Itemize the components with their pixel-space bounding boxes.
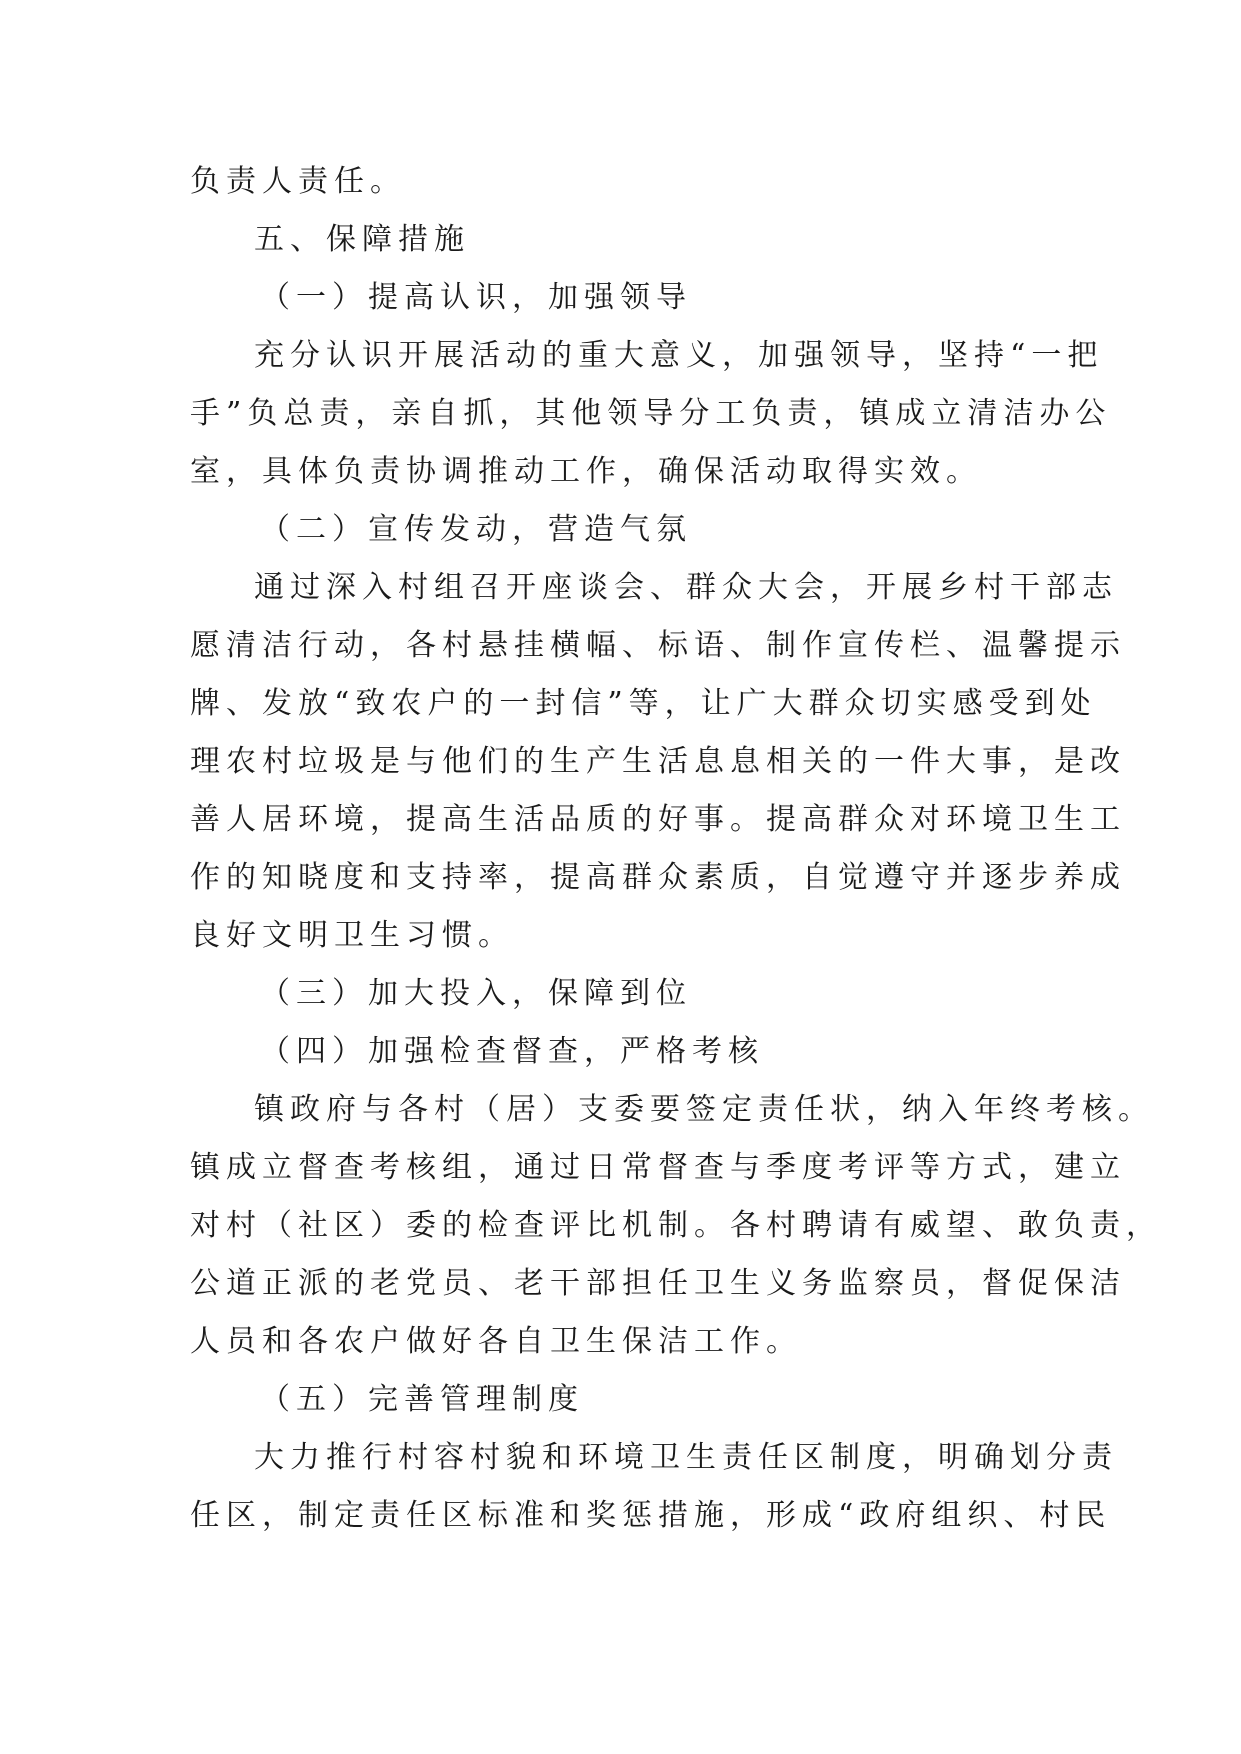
section-subheading: （五）完善管理制度 xyxy=(260,1382,584,1417)
paragraph-line: 镇政府与各村（居）支委要签定责任状，纳入年终考核。 xyxy=(254,1092,1154,1127)
paragraph-line: 善人居环境，提高生活品质的好事。提高群众对环境卫生工 xyxy=(190,802,1126,837)
paragraph-line: 充分认识开展活动的重大意义，加强领导，坚持“一把 xyxy=(254,338,1104,373)
paragraph-line: 公道正派的老党员、老干部担任卫生义务监察员，督促保洁 xyxy=(190,1266,1126,1301)
section-heading: 五、保障措施 xyxy=(254,222,470,257)
paragraph-line: 对村（社区）委的检查评比机制。各村聘请有威望、敢负责， xyxy=(190,1208,1162,1243)
section-subheading: （二）宣传发动，营造气氛 xyxy=(260,512,692,547)
section-subheading: （四）加强检查督查，严格考核 xyxy=(260,1034,764,1069)
paragraph-line: 愿清洁行动，各村悬挂横幅、标语、制作宣传栏、温馨提示 xyxy=(190,628,1126,663)
paragraph-line: 镇成立督查考核组，通过日常督查与季度考评等方式，建立 xyxy=(190,1150,1126,1185)
paragraph-line: 手”负总责，亲自抓，其他领导分工负责，镇成立清洁办公 xyxy=(190,396,1112,431)
section-subheading: （一）提高认识，加强领导 xyxy=(260,280,692,315)
paragraph-line: 大力推行村容村貌和环境卫生责任区制度，明确划分责 xyxy=(254,1440,1118,1475)
paragraph-line: 牌、发放“致农户的一封信”等，让广大群众切实感受到处 xyxy=(190,686,1097,721)
paragraph-line: 通过深入村组召开座谈会、群众大会，开展乡村干部志 xyxy=(254,570,1118,605)
document-body xyxy=(190,153,1162,1545)
paragraph-line: 理农村垃圾是与他们的生产生活息息相关的一件大事，是改 xyxy=(190,744,1126,779)
paragraph-line: 负责人责任。 xyxy=(190,164,406,199)
paragraph-line: 良好文明卫生习惯。 xyxy=(190,918,514,953)
paragraph-line: 室，具体负责协调推动工作，确保活动取得实效。 xyxy=(190,454,982,489)
section-subheading: （三）加大投入，保障到位 xyxy=(260,976,692,1011)
paragraph-line: 作的知晓度和支持率，提高群众素质，自觉遵守并逐步养成 xyxy=(190,860,1126,895)
paragraph-line: 任区，制定责任区标准和奖惩措施，形成“政府组织、村民 xyxy=(190,1498,1112,1533)
paragraph-line: 人员和各农户做好各自卫生保洁工作。 xyxy=(190,1324,802,1359)
